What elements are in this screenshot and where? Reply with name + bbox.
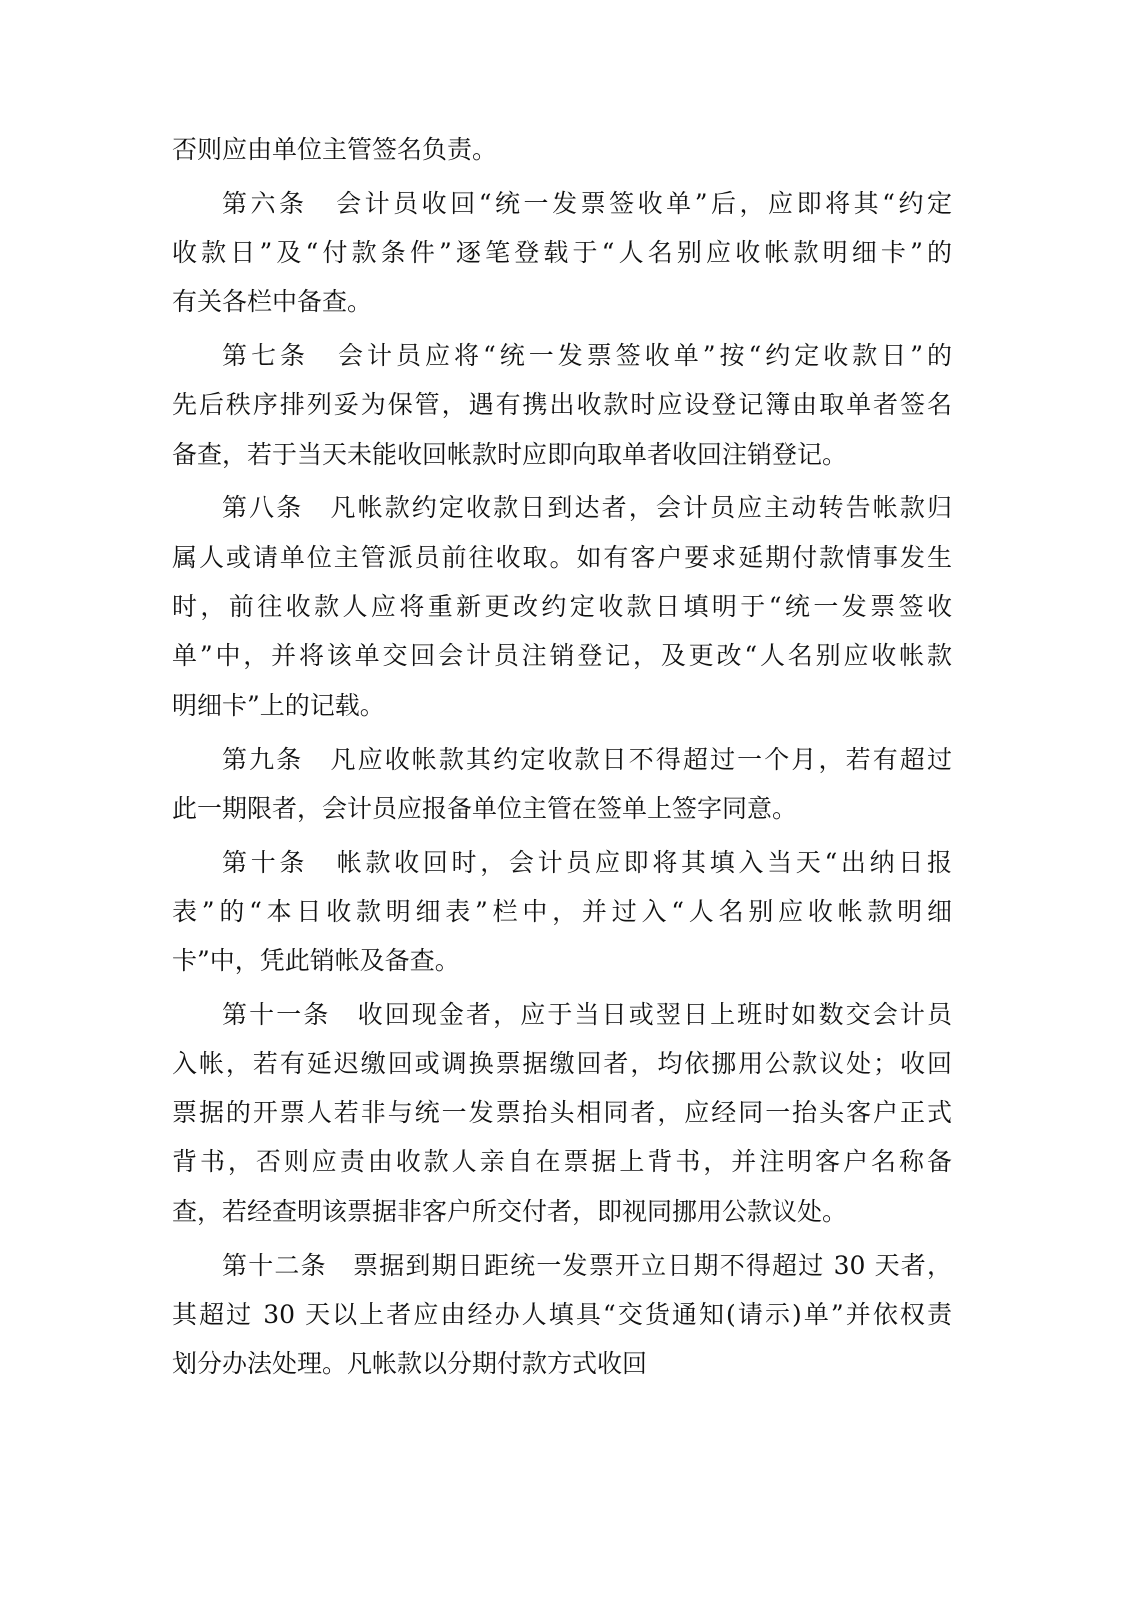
text-line: 明细卡”上的记载。 bbox=[172, 691, 385, 720]
text-line: 第十条 帐款收回时，会计员应即将其填入当天“出纳日报 bbox=[222, 848, 952, 877]
text-line: 第六条 会计员收回“统一发票签收单”后，应即将其“约定 bbox=[222, 189, 952, 218]
text-line: 否则应由单位主管签名负责。 bbox=[172, 135, 498, 164]
text-line: 备查，若于当天未能收回帐款时应即向取单者收回注销登记。 bbox=[172, 440, 848, 469]
text-line: 划分办法处理。凡帐款以分期付款方式收回 bbox=[172, 1349, 648, 1378]
text-line: 第九条 凡应收帐款其约定收款日不得超过一个月，若有超过 bbox=[222, 745, 952, 774]
text-line: 票据的开票人若非与统一发票抬头相同者，应经同一抬头客户正式 bbox=[172, 1098, 952, 1127]
text-line: 入帐，若有延迟缴回或调换票据缴回者，均依挪用公款议处；收回 bbox=[172, 1049, 952, 1078]
text-line: 第十一条 收回现金者，应于当日或翌日上班时如数交会计员 bbox=[222, 1000, 952, 1029]
text-line: 查，若经查明该票据非客户所交付者，即视同挪用公款议处。 bbox=[172, 1197, 848, 1226]
text-line: 收款日”及“付款条件”逐笔登载于“人名别应收帐款明细卡”的 bbox=[172, 238, 952, 267]
text-line: 表”的“本日收款明细表”栏中，并过入“人名别应收帐款明细 bbox=[172, 897, 952, 926]
text-line: 其超过 30 天以上者应由经办人填具“交货通知(请示)单”并依权责 bbox=[172, 1300, 952, 1329]
text-line: 此一期限者，会计员应报备单位主管在签单上签字同意。 bbox=[172, 794, 798, 823]
text-line: 单”中，并将该单交回会计员注销登记，及更改“人名别应收帐款 bbox=[172, 641, 952, 670]
text-line: 有关各栏中备查。 bbox=[172, 287, 373, 316]
text-line: 时，前往收款人应将重新更改约定收款日填明于“统一发票签收 bbox=[172, 592, 952, 621]
text-line: 属人或请单位主管派员前往收取。如有客户要求延期付款情事发生 bbox=[172, 543, 952, 572]
text-line: 第七条 会计员应将“统一发票签收单”按“约定收款日”的 bbox=[222, 341, 952, 370]
text-line: 先后秩序排列妥为保管，遇有携出收款时应设登记簿由取单者签名 bbox=[172, 390, 952, 419]
text-line: 卡”中，凭此销帐及备查。 bbox=[172, 946, 460, 975]
text-line: 第十二条 票据到期日距统一发票开立日期不得超过 30 天者， bbox=[222, 1251, 952, 1280]
text-line: 背书，否则应责由收款人亲自在票据上背书，并注明客户名称备 bbox=[172, 1147, 952, 1176]
text-line: 第八条 凡帐款约定收款日到达者，会计员应主动转告帐款归 bbox=[222, 493, 952, 522]
